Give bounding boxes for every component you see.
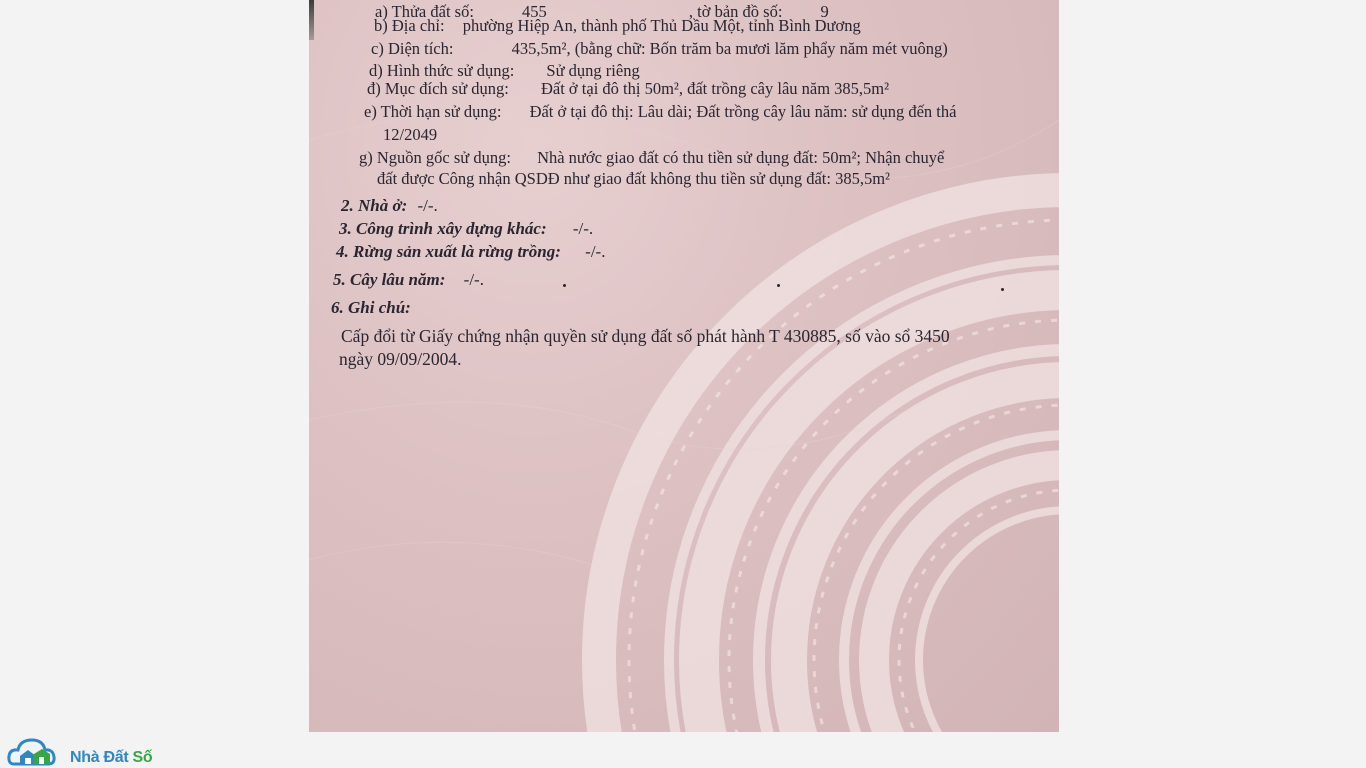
notes-line-2 xyxy=(339,349,462,369)
perennial-trees-value: -/-. xyxy=(463,270,484,289)
perennial-trees-label: 5. Cây lâu năm: xyxy=(333,270,446,289)
house-value: -/-. xyxy=(417,196,438,215)
ink-dot xyxy=(777,284,780,287)
row-usage-origin xyxy=(359,148,944,168)
section-other-construction xyxy=(339,219,593,239)
other-construction-label: 3. Công trình xây dựng khác: xyxy=(339,219,547,238)
planted-forest-label: 4. Rừng sản xuất là rừng trồng: xyxy=(336,242,561,261)
ink-dot xyxy=(563,284,566,287)
usage-purpose-value: Đất ở tại đô thị 50m², đất trồng cây lâu năm 385,5m² xyxy=(540,79,890,98)
area-label: c) Diện tích: xyxy=(371,39,454,58)
row-usage-form xyxy=(369,61,640,81)
usage-origin-value: Nhà nước giao đất có thu tiền sử dụng đất: 50m²; Nhận chuyể xyxy=(537,148,945,167)
house-label: 2. Nhà ở: xyxy=(341,196,408,215)
other-construction-value: -/-. xyxy=(572,219,594,238)
row-usage-purpose xyxy=(367,79,889,99)
row-address xyxy=(374,16,861,36)
usage-purpose-label: đ) Mục đích sử dụng: xyxy=(367,79,509,98)
certificate-photo xyxy=(309,0,1059,732)
parcel-label: a) Thửa đất số: xyxy=(375,2,474,21)
logo-brand-a: Nhà Đất xyxy=(70,749,129,766)
row-usage-origin-cont xyxy=(377,169,890,189)
section-house xyxy=(341,196,438,216)
address-label: b) Địa chỉ: xyxy=(374,16,445,35)
notes-text-1: Cấp đổi từ Giấy chứng nhận quyền sử dụng đất số phát hành T 430885, số vào sổ 3450 xyxy=(341,326,950,346)
row-usage-term-cont xyxy=(383,125,437,145)
nhadatso-logo-text xyxy=(70,749,152,767)
usage-term-label: e) Thời hạn sử dụng: xyxy=(364,102,502,121)
row-usage-term xyxy=(364,102,956,122)
section-perennial-trees xyxy=(333,270,484,290)
address-value: phường Hiệp An, thành phố Thủ Dầu Một, tỉnh Bình Dương xyxy=(462,16,861,35)
area-value: 435,5m², (bằng chữ: Bốn trăm ba mươi lăm phẩy năm mét vuông) xyxy=(511,39,948,58)
usage-term-value: Đất ở tại đô thị: Lâu dài; Đất trồng cây lâu năm: sử dụng đến thá xyxy=(529,102,957,121)
usage-term-continuation: 12/2049 xyxy=(383,125,438,144)
notes-text-2: ngày 09/09/2004. xyxy=(339,349,462,369)
usage-origin-label: g) Nguồn gốc sử dụng: xyxy=(359,148,511,167)
usage-origin-continuation: đất được Công nhận QSDĐ như giao đất không thu tiền sử dụng đất: 385,5m² xyxy=(377,169,890,188)
usage-form-label: d) Hình thức sử dụng: xyxy=(369,61,515,80)
section-notes-heading xyxy=(331,298,411,318)
parcel-value: 455 xyxy=(522,2,547,21)
map-sheet-value: 9 xyxy=(820,2,829,21)
notes-line-1 xyxy=(341,326,950,346)
notes-label: 6. Ghi chú: xyxy=(331,298,411,317)
usage-form-value: Sử dụng riêng xyxy=(546,61,640,80)
planted-forest-value: -/-. xyxy=(585,242,606,261)
row-area xyxy=(371,39,948,59)
logo-brand-b: Số xyxy=(132,749,153,766)
section-planted-forest xyxy=(336,242,605,262)
ink-dot xyxy=(1001,288,1004,291)
map-sheet-label: , tờ bản đồ số: xyxy=(688,2,783,21)
